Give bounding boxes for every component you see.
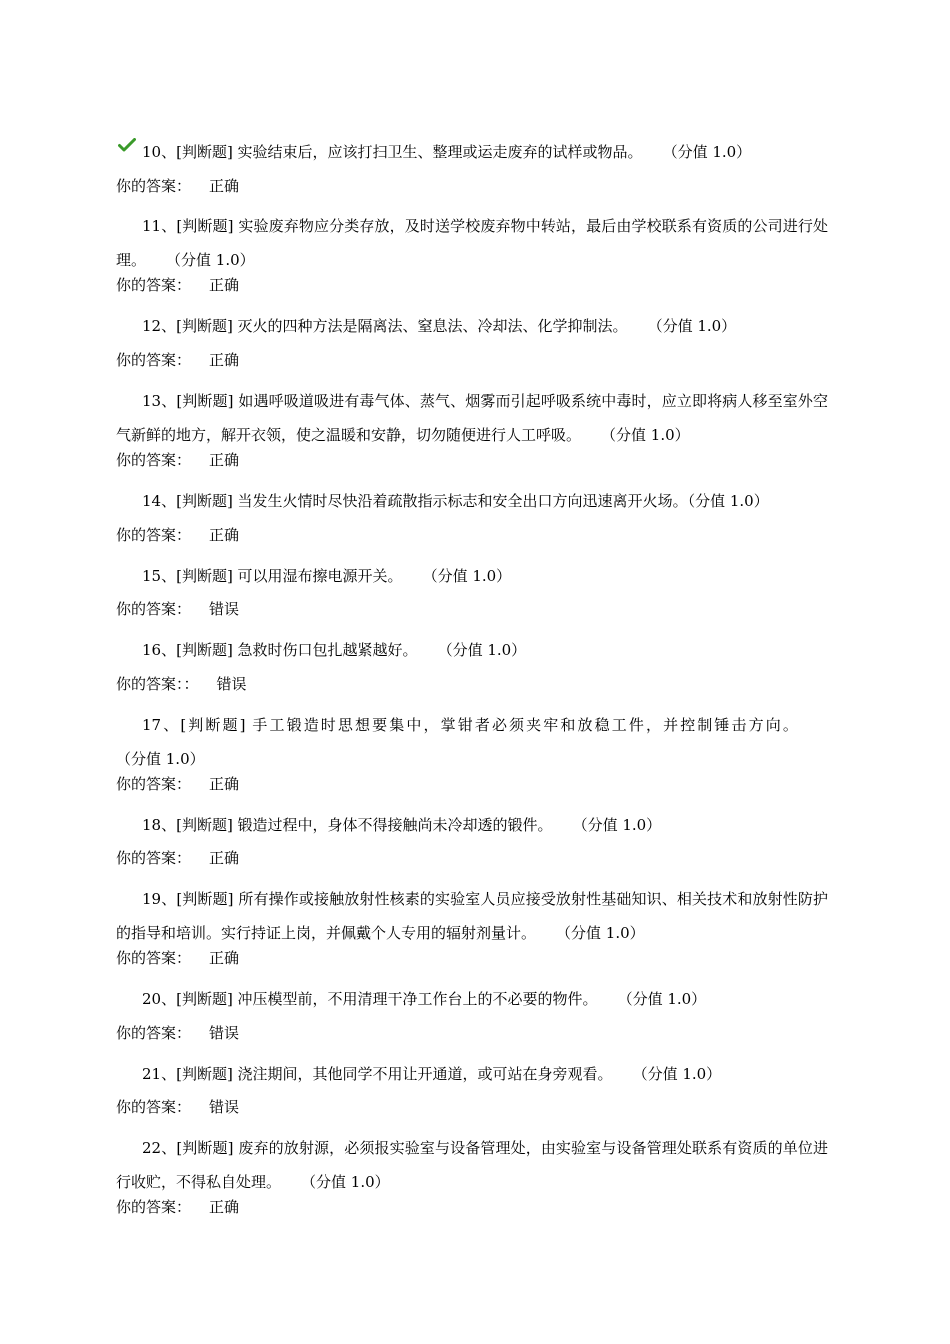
question-12 [116, 309, 828, 343]
question-text: 16、[判断题] 急救时伤口包扎越紧越好。 [142, 641, 418, 659]
question-text: 20、[判断题] 冲压模型前，不用清理干净工作台上的不必要的物件。 [142, 990, 598, 1008]
answer-value: 正确 [209, 849, 240, 867]
answer-value: 正确 [209, 351, 240, 369]
question-score: （分值 1.0） [116, 750, 205, 768]
question-text: 22、[判断题] 废弃的放射源，必须报实验室与设备管理处，由实验室与设备管理处联系有资质的单位进行收贮，不得私自处理。 [116, 1139, 828, 1191]
question-score: （分值 1.0） [422, 567, 512, 585]
question-16 [116, 633, 828, 667]
answer-13 [116, 450, 239, 470]
question-text: 18、[判断题] 锻造过程中，身体不得接触尚未冷却透的锻件。 [142, 816, 553, 834]
question-text: 12、[判断题] 灭火的四种方法是隔离法、窒息法、冷却法、化学抑制法。 [142, 317, 628, 335]
question-21 [116, 1057, 828, 1091]
answer-11 [116, 275, 239, 295]
question-10 [116, 135, 828, 169]
question-14 [116, 484, 828, 518]
question-18 [116, 808, 828, 842]
question-text: 11、[判断题] 实验废弃物应分类存放，及时送学校废弃物中转站，最后由学校联系有资质的公司进行处理。 [116, 217, 828, 269]
question-text: 14、[判断题] 当发生火情时尽快沿着疏散指示标志和安全出口方向迅速离开火场。 [142, 492, 688, 510]
answer-18 [116, 848, 239, 868]
answer-value: 错误 [216, 675, 247, 693]
question-score: （分值 1.0） [632, 1065, 722, 1083]
question-score: （分值 1.0） [601, 426, 690, 444]
answer-value: 错误 [209, 1024, 240, 1042]
answer-label: 你的答案： [116, 276, 192, 294]
question-score: （分值 1.0） [687, 492, 769, 510]
question-17 [116, 708, 828, 776]
answer-label: 你的答案： [116, 351, 192, 369]
question-15 [116, 559, 828, 593]
question-score: （分值 1.0） [647, 317, 737, 335]
answer-17 [116, 774, 239, 794]
answer-16 [116, 674, 247, 694]
answer-value: 正确 [209, 949, 240, 967]
question-score: （分值 1.0） [556, 924, 645, 942]
question-text: 19、[判断题] 所有操作或接触放射性核素的实验室人员应接受放射性基础知识、相关技术和放射性防护的指导和培训。实行持证上岗，并佩戴个人专用的辐射剂量计。 [116, 890, 828, 942]
question-19 [116, 882, 828, 950]
answer-15 [116, 599, 239, 619]
answer-12 [116, 350, 239, 370]
answer-value: 正确 [209, 177, 240, 195]
answer-14 [116, 525, 239, 545]
answer-10 [116, 176, 239, 196]
answer-label: 你的答案： [116, 1024, 192, 1042]
answer-value: 正确 [209, 526, 240, 544]
question-20 [116, 982, 828, 1016]
answer-21 [116, 1097, 239, 1117]
question-score: （分值 1.0） [662, 143, 752, 161]
answer-22 [116, 1197, 239, 1217]
answer-19 [116, 948, 239, 968]
question-text: 13、[判断题] 如遇呼吸道吸进有毒气体、蒸气、烟雾而引起呼吸系统中毒时，应立即将病人移至室外空气新鲜的地方，解开衣领，使之温暖和安静，切勿随便进行人工呼吸。 [116, 392, 828, 444]
question-score: （分值 1.0） [166, 251, 255, 269]
answer-value: 正确 [209, 775, 240, 793]
answer-value: 正确 [209, 1198, 240, 1216]
answer-label: 你的答案： [116, 949, 192, 967]
answer-label: 你的答案： [116, 526, 192, 544]
answer-label: 你的答案： [116, 1198, 192, 1216]
answer-label: 你的答案： [116, 1098, 192, 1116]
answer-value: 正确 [209, 276, 240, 294]
question-text: 15、[判断题] 可以用湿布擦电源开关。 [142, 567, 403, 585]
question-text: 17、[判断题] 手工锻造时思想要集中，掌钳者必须夹牢和放稳工件，并控制锤击方向。 [142, 716, 800, 734]
answer-label: 你的答案： [116, 775, 192, 793]
question-22 [116, 1131, 828, 1199]
answer-20 [116, 1023, 239, 1043]
question-score: （分值 1.0） [572, 816, 662, 834]
question-13 [116, 384, 828, 452]
question-text: 10、[判断题] 实验结束后，应该打扫卫生、整理或运走废弃的试样或物品。 [142, 143, 643, 161]
question-score: （分值 1.0） [617, 990, 707, 1008]
answer-label: 你的答案： [116, 451, 192, 469]
answer-value: 正确 [209, 451, 240, 469]
answer-value: 错误 [209, 600, 240, 618]
question-score: （分值 1.0） [437, 641, 527, 659]
answer-value: 错误 [209, 1098, 240, 1116]
question-11 [116, 209, 828, 277]
answer-label: 你的答案： [116, 849, 192, 867]
answer-label: 你的答案： [116, 177, 192, 195]
answer-label: 你的答案：： [116, 675, 199, 693]
answer-label: 你的答案： [116, 600, 192, 618]
question-score: （分值 1.0） [301, 1173, 390, 1191]
question-text: 21、[判断题] 浇注期间，其他同学不用让开通道，或可站在身旁观看。 [142, 1065, 613, 1083]
